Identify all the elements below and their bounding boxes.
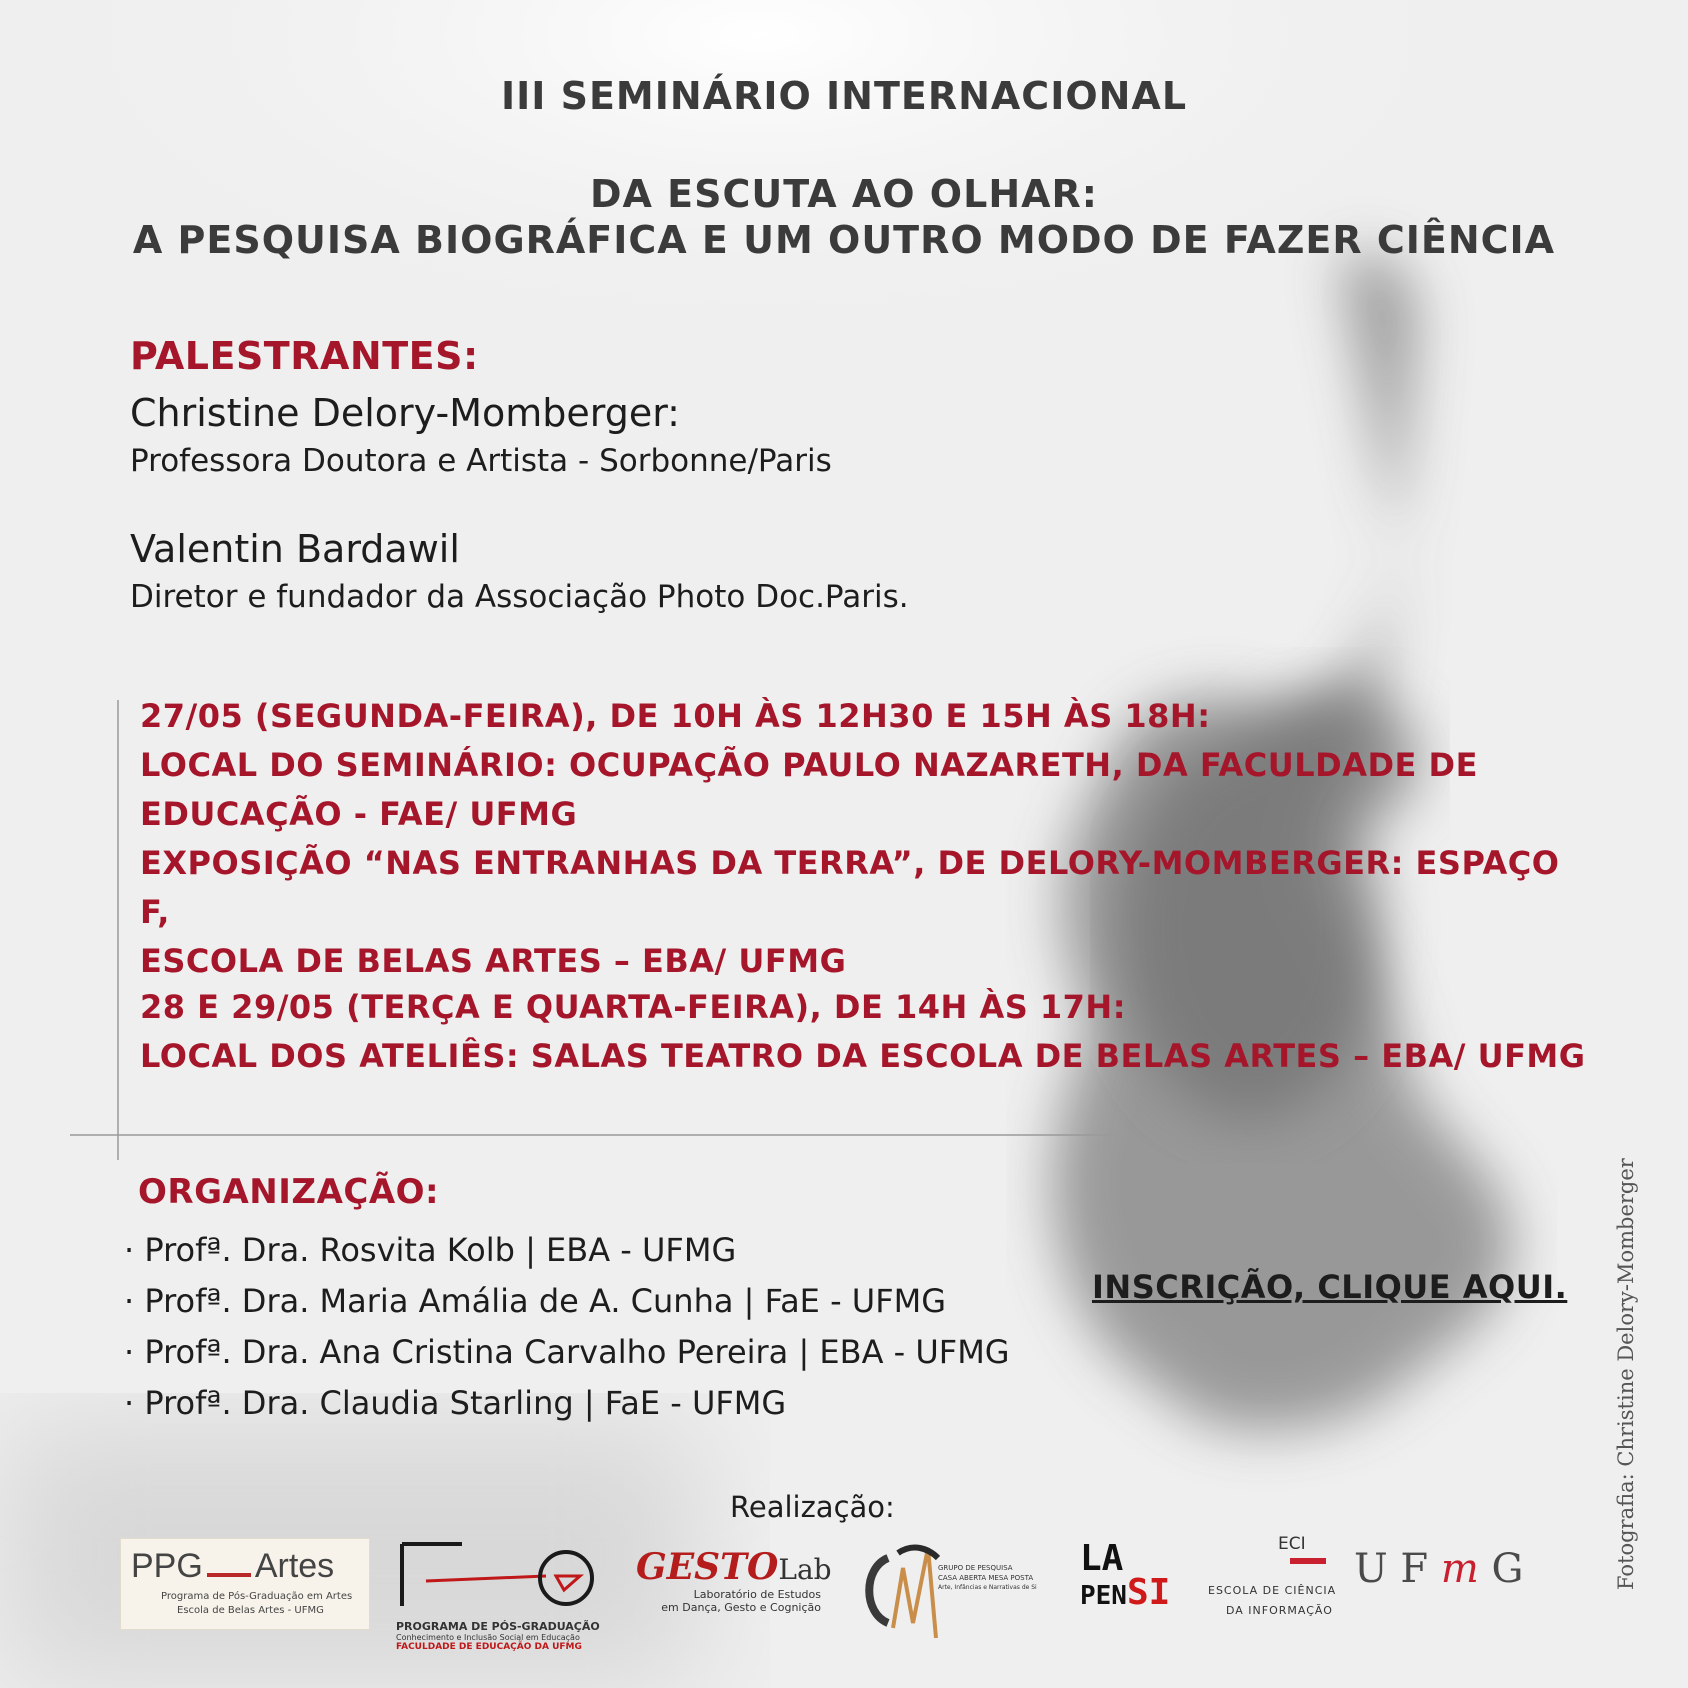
organizer-4: · Profª. Dra. Claudia Starling | FaE - UFMG — [124, 1384, 787, 1422]
schedule-location-1b: EDUCAÇÃO - FAE/ UFMG — [140, 795, 578, 833]
schedule-location-1a: LOCAL DO SEMINÁRIO: OCUPAÇÃO PAULO NAZARETH, DA FACULDADE DE — [140, 746, 1478, 784]
casa-logo-mark-icon — [858, 1528, 948, 1646]
eci-logo-bar-icon — [1290, 1558, 1326, 1564]
ppg-logo-text-a: PPG — [131, 1547, 203, 1585]
ppg-logo-text-b: Artes — [254, 1547, 335, 1585]
lapensi-logo — [1080, 1538, 1171, 1616]
photo-credit: Fotografia: Christine Delory-Momberger — [1614, 1158, 1638, 1590]
fae-program-logo — [396, 1536, 608, 1660]
gesto-logo-sub2: em Dança, Gesto e Cognição — [661, 1601, 821, 1614]
ufmg-logo-text-b: m — [1440, 1546, 1479, 1592]
fae-logo-line2: Conhecimento e Inclusão Social em Educação — [396, 1633, 580, 1642]
fae-logo-mark-icon — [396, 1536, 608, 1616]
eci-logo-top: ECI — [1278, 1534, 1306, 1554]
realizacao-label: Realização: — [730, 1490, 895, 1524]
ufmg-logo-text-c: G — [1478, 1546, 1524, 1592]
casa-logo-line3: Arte, Infâncias e Narrativas de Si — [938, 1584, 1037, 1591]
schedule-date-1: 27/05 (SEGUNDA-FEIRA), DE 10H ÀS 12H30 E 15H ÀS 18H: — [140, 697, 1211, 735]
schedule-exhibition-1b: ESCOLA DE BELAS ARTES – EBA/ UFMG — [140, 942, 847, 980]
eci-logo-line2: DA INFORMAÇÃO — [1226, 1604, 1333, 1617]
casa-logo-line2: CASA ABERTA MESA POSTA — [938, 1574, 1034, 1582]
schedule-location-2: LOCAL DOS ATELIÊS: SALAS TEATRO DA ESCOLA DE BELAS ARTES – EBA/ UFMG — [140, 1037, 1586, 1075]
schedule-date-2: 28 E 29/05 (TERÇA E QUARTA-FEIRA), DE 14H ÀS 17H: — [140, 988, 1126, 1026]
casa-aberta-logo — [858, 1528, 1048, 1646]
lapensi-logo-text-b: PEN — [1080, 1581, 1127, 1611]
gesto-logo-sub1: Laboratório de Estudos — [693, 1588, 821, 1601]
gesto-lab-logo — [636, 1546, 836, 1646]
speaker-name-1: Christine Delory-Momberger: — [130, 391, 680, 435]
speakers-heading: PALESTRANTES: — [130, 334, 479, 378]
speaker-role-1: Professora Doutora e Artista - Sorbonne/Paris — [130, 443, 832, 479]
organizer-2: · Profª. Dra. Maria Amália de A. Cunha | FaE - UFMG — [124, 1282, 947, 1320]
eci-logo-line1: ESCOLA DE CIÊNCIA — [1208, 1584, 1337, 1597]
ppg-logo-sub2: Escola de Belas Artes - UFMG — [177, 1605, 324, 1616]
ppg-logo-stroke-icon — [207, 1557, 251, 1577]
organization-heading: ORGANIZAÇÃO: — [138, 1172, 440, 1212]
speaker-role-2: Diretor e fundador da Associação Photo Doc.Paris. — [130, 579, 909, 615]
casa-logo-line1: GRUPO DE PESQUISA — [938, 1564, 1013, 1572]
registration-link[interactable]: INSCRIÇÃO, CLIQUE AQUI. — [1092, 1268, 1568, 1306]
organization-list — [124, 1225, 1010, 1429]
lapensi-logo-text-c: SI — [1126, 1572, 1171, 1613]
schedule-exhibition-1a: EXPOSIÇÃO “NAS ENTRANHAS DA TERRA”, DE DELORY-MOMBERGER: ESPAÇO F, — [140, 844, 1560, 931]
eci-logo — [1206, 1534, 1346, 1624]
organizer-3: · Profª. Dra. Ana Cristina Carvalho Pereira | EBA - UFMG — [124, 1333, 1010, 1371]
fae-logo-line3: FACULDADE DE EDUCAÇÃO DA UFMG — [396, 1642, 582, 1652]
event-title-line2: A PESQUISA BIOGRÁFICA E UM OUTRO MODO DE FAZER CIÊNCIA — [132, 218, 1556, 262]
schedule-block-2 — [140, 983, 1590, 1081]
fae-logo-line1: PROGRAMA DE PÓS-GRADUAÇÃO — [396, 1620, 600, 1633]
event-series-title: III SEMINÁRIO INTERNACIONAL — [500, 74, 1188, 118]
ufmg-logo — [1354, 1546, 1534, 1606]
lapensi-logo-text-a: LA — [1080, 1538, 1124, 1579]
organizer-1: · Profª. Dra. Rosvita Kolb | EBA - UFMG — [124, 1231, 737, 1269]
event-title-line1: DA ESCUTA AO OLHAR: — [590, 172, 1098, 216]
schedule-block-1 — [140, 692, 1590, 986]
gesto-logo-text-b: Lab — [778, 1553, 832, 1586]
ufmg-logo-text-a: U F — [1354, 1546, 1441, 1592]
ppg-artes-logo — [120, 1538, 370, 1630]
ppg-logo-sub1: Programa de Pós-Graduação em Artes — [161, 1591, 353, 1602]
speaker-name-2: Valentin Bardawil — [130, 527, 460, 571]
gesto-logo-text-a: GESTO — [636, 1546, 779, 1588]
